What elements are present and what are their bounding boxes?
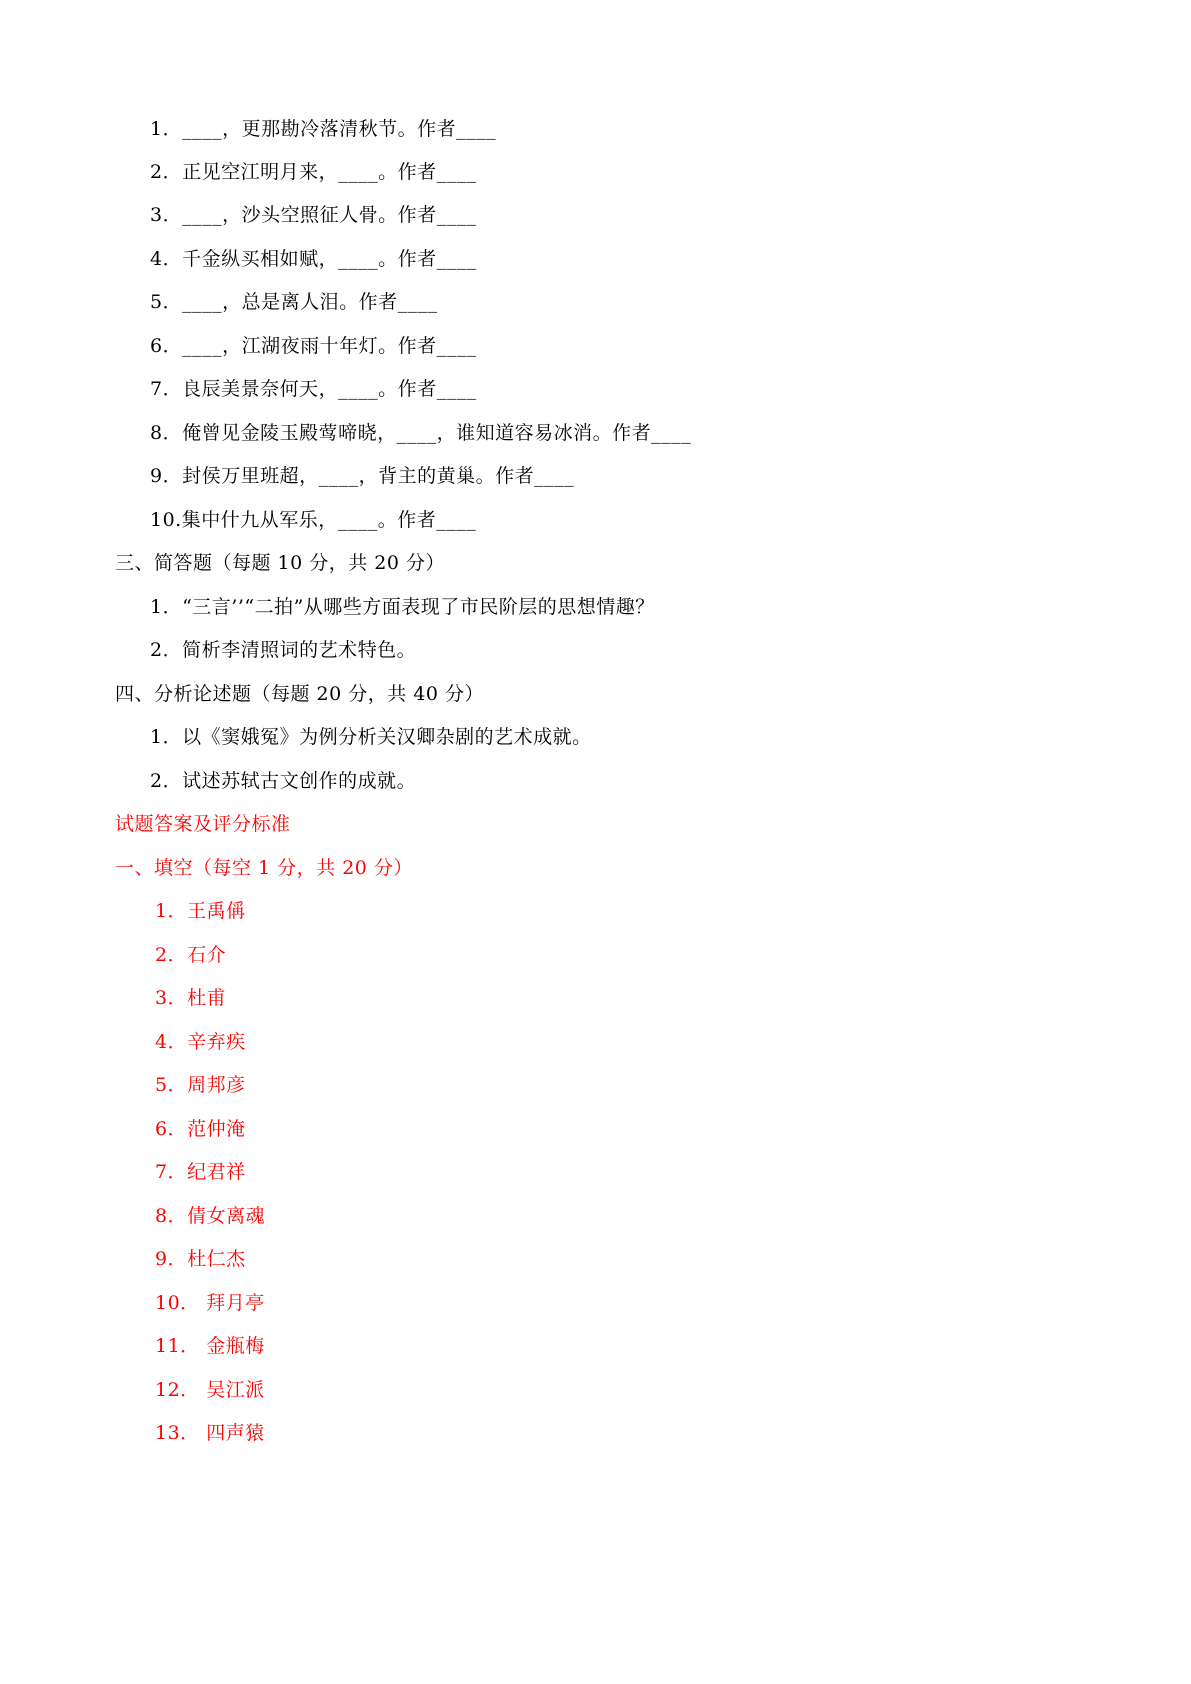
- answer-item-7: 7．纪君祥: [155, 1161, 246, 1183]
- answer-item-5: 5．周邦彦: [155, 1074, 246, 1096]
- section3-question-1: 1．“三言’’“二拍”从哪些方面表现了市民阶层的思想情趣？: [150, 596, 655, 618]
- answer-item-1: 1．王禹偁: [155, 900, 246, 922]
- answer-item-12: 12． 吴江派: [155, 1379, 265, 1401]
- answers-title: 试题答案及评分标准: [115, 813, 291, 835]
- section3-heading: 三、简答题（每题 10 分，共 20 分）: [115, 552, 446, 574]
- answer-item-10: 10． 拜月亭: [155, 1292, 265, 1314]
- fill-question-5: 5．____，总是离人泪。作者____: [150, 291, 438, 313]
- answer-item-4: 4．辛弃疾: [155, 1031, 246, 1053]
- fill-question-8: 8．俺曾见金陵玉殿莺啼晓，____，谁知道容易冰消。作者____: [150, 422, 692, 444]
- section4-question-1: 1．以《窦娥冤》为例分析关汉卿杂剧的艺术成就。: [150, 726, 592, 748]
- fill-question-10: 10.集中什九从军乐，____。作者____: [150, 509, 477, 531]
- answer-item-2: 2．石介: [155, 944, 227, 966]
- answer-item-13: 13． 四声猿: [155, 1422, 265, 1444]
- answer-item-3: 3．杜甫: [155, 987, 227, 1009]
- answer-item-8: 8．倩女离魂: [155, 1205, 266, 1227]
- fill-question-6: 6．____，江湖夜雨十年灯。作者____: [150, 335, 477, 357]
- fill-question-3: 3．____，沙头空照征人骨。作者____: [150, 204, 477, 226]
- fill-question-2: 2．正见空江明月来，____。作者____: [150, 161, 477, 183]
- fill-question-7: 7．良辰美景奈何天，____。作者____: [150, 378, 477, 400]
- fill-question-1: 1．____，更那勘冷落清秋节。作者____: [150, 118, 497, 140]
- fill-question-4: 4．千金纵买相如赋，____。作者____: [150, 248, 477, 270]
- answer-item-11: 11． 金瓶梅: [155, 1335, 265, 1357]
- answers-section1-heading: 一、填空（每空 1 分，共 20 分）: [115, 857, 413, 879]
- answer-item-9: 9．杜仁杰: [155, 1248, 246, 1270]
- section3-question-2: 2．简析李清照词的艺术特色。: [150, 639, 417, 661]
- fill-question-9: 9．封侯万里班超，____，背主的黄巢。作者____: [150, 465, 575, 487]
- section4-question-2: 2．试述苏轼古文创作的成就。: [150, 770, 417, 792]
- answer-item-6: 6．范仲淹: [155, 1118, 246, 1140]
- section4-heading: 四、分析论述题（每题 20 分，共 40 分）: [115, 683, 485, 705]
